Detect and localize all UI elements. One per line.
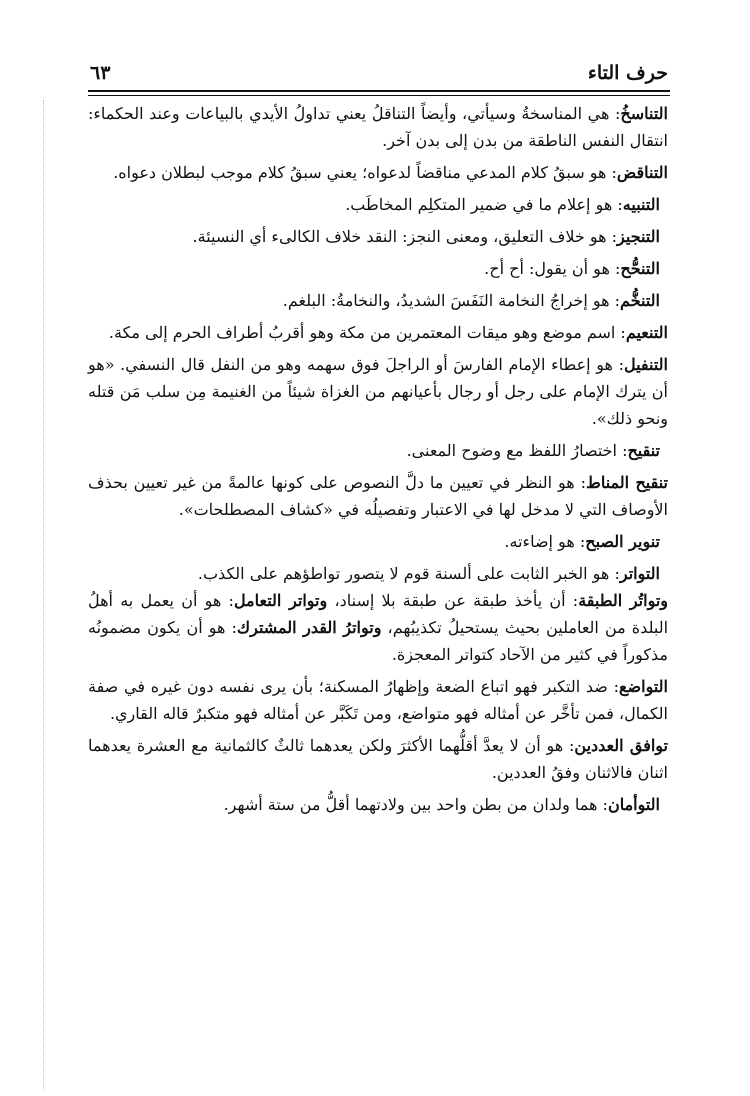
entry-tanwir-alsubh: تنوير الصبح: هو إضاءته.: [504, 532, 660, 551]
entry-tawatur-types: وتواتُر الطبقة: أن يأخذ طبقة عن طبقة بلا إسناد، وتواتر التعامل: هو أن يعمل به أهلُ البلدة من العاملين بحيث يستحيلُ تكذيبُهم، وتواترُ القدر المشترك: هو أن يكون مضمونُه مذكوراً في كثير من الآحاد كتواتر المعجزة.: [88, 591, 669, 664]
page-header: [90, 58, 668, 88]
entry-tanfil: التنفيل: هو إعطاء الإمام الفارسَ أو الراجلَ فوق سهمه وهو من النفل قال النسفي. «هو أن يترك الإمام على رجل أو رجال بأعيانهم من الغزاة شيئاً من الغنيمة مِن سلب مَن قتله ونحو ذلك».: [88, 355, 668, 428]
entry-tanqih: تنقيح: اختصارُ اللفظ مع وضوح المعنى.: [406, 441, 660, 460]
margin-line: [43, 100, 44, 1090]
page-number: ٦٣: [90, 62, 111, 84]
entry-tawadu: التواضع: ضد التكبر فهو اتباع الضعة وإظهارُ المسكنة؛ بأن يرى نفسه دون غيره في صفة الكمال، فمن تأخَّر عن أمثاله فهو متواضع، ومن تَكَبَّر عن أمثاله فهو متكبرٌ قاله القاري.: [88, 677, 668, 723]
entry-tanaqud: التناقض: هو سبقُ كلام المدعي مناقضاً لدعواه؛ يعني سبقُ كلام موجب لبطلان دعواه.: [113, 163, 668, 182]
section-title: حرف التاء: [587, 62, 668, 84]
entry-tawaman: التوأمان: هما ولدان من بطن واحد بين ولادتهما أقلُّ من ستة أشهر.: [223, 795, 660, 814]
entry-tanim: التنعيم: اسم موضع وهو ميقات المعتمرين من مكة وهو أقربُ أطراف الحرم إلى مكة.: [108, 323, 668, 342]
entry-tanqih-almanat: تنقيح المناط: هو النظر في تعيين ما دلَّ النصوص على كونها عالمةً من غير تعيين بحذف الأوصاف التي لا مدخل لها في الاعتبار وتفصيلُه في «كشاف المصطلحات».: [88, 473, 668, 519]
entry-tanbih: التنبيه: هو إعلام ما في ضمير المتكلِم المخاطَب.: [345, 195, 660, 214]
glossary-content: [88, 100, 668, 823]
entry-tawatur: التواتر: هو الخبر الثابت على ألسنة قوم لا يتصور تواطؤهم على الكذب.: [197, 564, 660, 583]
entry-tanjiz: التنجيز: هو خلاف التعليق، ومعنى النجز: النقد خلاف الكالىء أي النسيئة.: [192, 227, 660, 246]
entry-tanahhuh: التنحُّح: هو أن يقول: أح أح.: [484, 259, 660, 278]
entry-tawafuq-aladadayn: توافق العددين: هو أن لا يعدَّ أقلُّهما الأكثرَ ولكن يعدهما ثالثٌ كالثمانية مع العشرة يعدهما اثنان فالاثنان وفقُ العددين.: [88, 736, 669, 782]
entry-tanakhkhum: التنخُّم: هو إخراجُ النخامة النَفَسَ الشديدُ، والنخامةُ: البلغم.: [282, 291, 660, 310]
header-rule: [88, 90, 670, 96]
entry-tanasukh: التناسخُ: هي المناسخةُ وسيأتي، وأيضاً التناقلُ يعني تداولُ الأيدي بالبياعات وعند الحكماء: انتقال النفس الناطقة من بدن إلى بدن آخر.: [88, 104, 668, 150]
